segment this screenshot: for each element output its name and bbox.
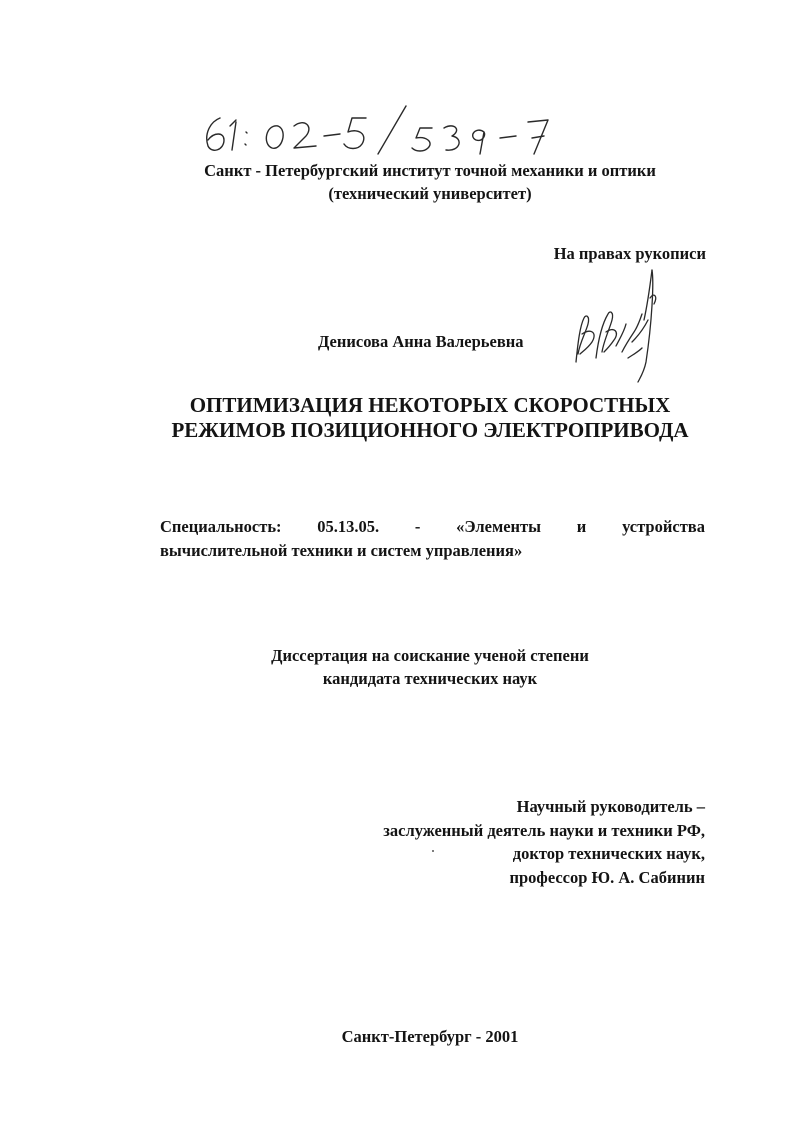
degree-statement: [100, 644, 760, 690]
institute-name-line1: Санкт - Петербургский институт точной механики и оптики: [204, 161, 656, 180]
dissertation-title-line2: РЕЖИМОВ ПОЗИЦИОННОГО ЭЛЕКТРОПРИВОДА: [171, 418, 689, 442]
supervisor-line2: заслуженный деятель науки и техники РФ,: [383, 820, 705, 840]
supervisor-block: [383, 795, 705, 890]
author-name: Денисова Анна Валерьевна: [318, 332, 524, 351]
dissertation-title-line1: ОПТИМИЗАЦИЯ НЕКОТОРЫХ СКОРОСТНЫХ: [189, 393, 671, 417]
supervisor-line3: доктор технических наук,: [512, 844, 705, 864]
supervisor-line1: Научный руководитель –: [516, 797, 705, 816]
specialty-line1: [160, 515, 705, 539]
institute-name: [100, 159, 760, 205]
specialty-code: 05.13.05.: [317, 517, 380, 536]
manuscript-rights-note: На правах рукописи: [553, 244, 706, 263]
specialty-name-part2: и: [576, 517, 587, 536]
supervisor-line4: профессор Ю. А. Сабинин: [509, 868, 705, 888]
specialty-name-part3: устройства: [622, 517, 705, 536]
city-year: Санкт-Петербург - 2001: [341, 1027, 519, 1046]
dissertation-title: [100, 393, 760, 443]
degree-statement-line2: кандидата технических наук: [322, 669, 538, 688]
specialty-block: [160, 515, 705, 563]
specialty-line2: вычислительной техники и систем управления»: [160, 541, 523, 560]
author-signature: [568, 262, 668, 384]
institute-name-line2: (технический университет): [328, 184, 532, 203]
specialty-label: Специальность:: [160, 517, 282, 536]
handwritten-archive-code: [196, 96, 596, 156]
specialty-dash: -: [414, 517, 421, 536]
specialty-name-part1: «Элементы: [456, 517, 542, 536]
degree-statement-line1: Диссертация на соискание ученой степени: [271, 646, 589, 665]
